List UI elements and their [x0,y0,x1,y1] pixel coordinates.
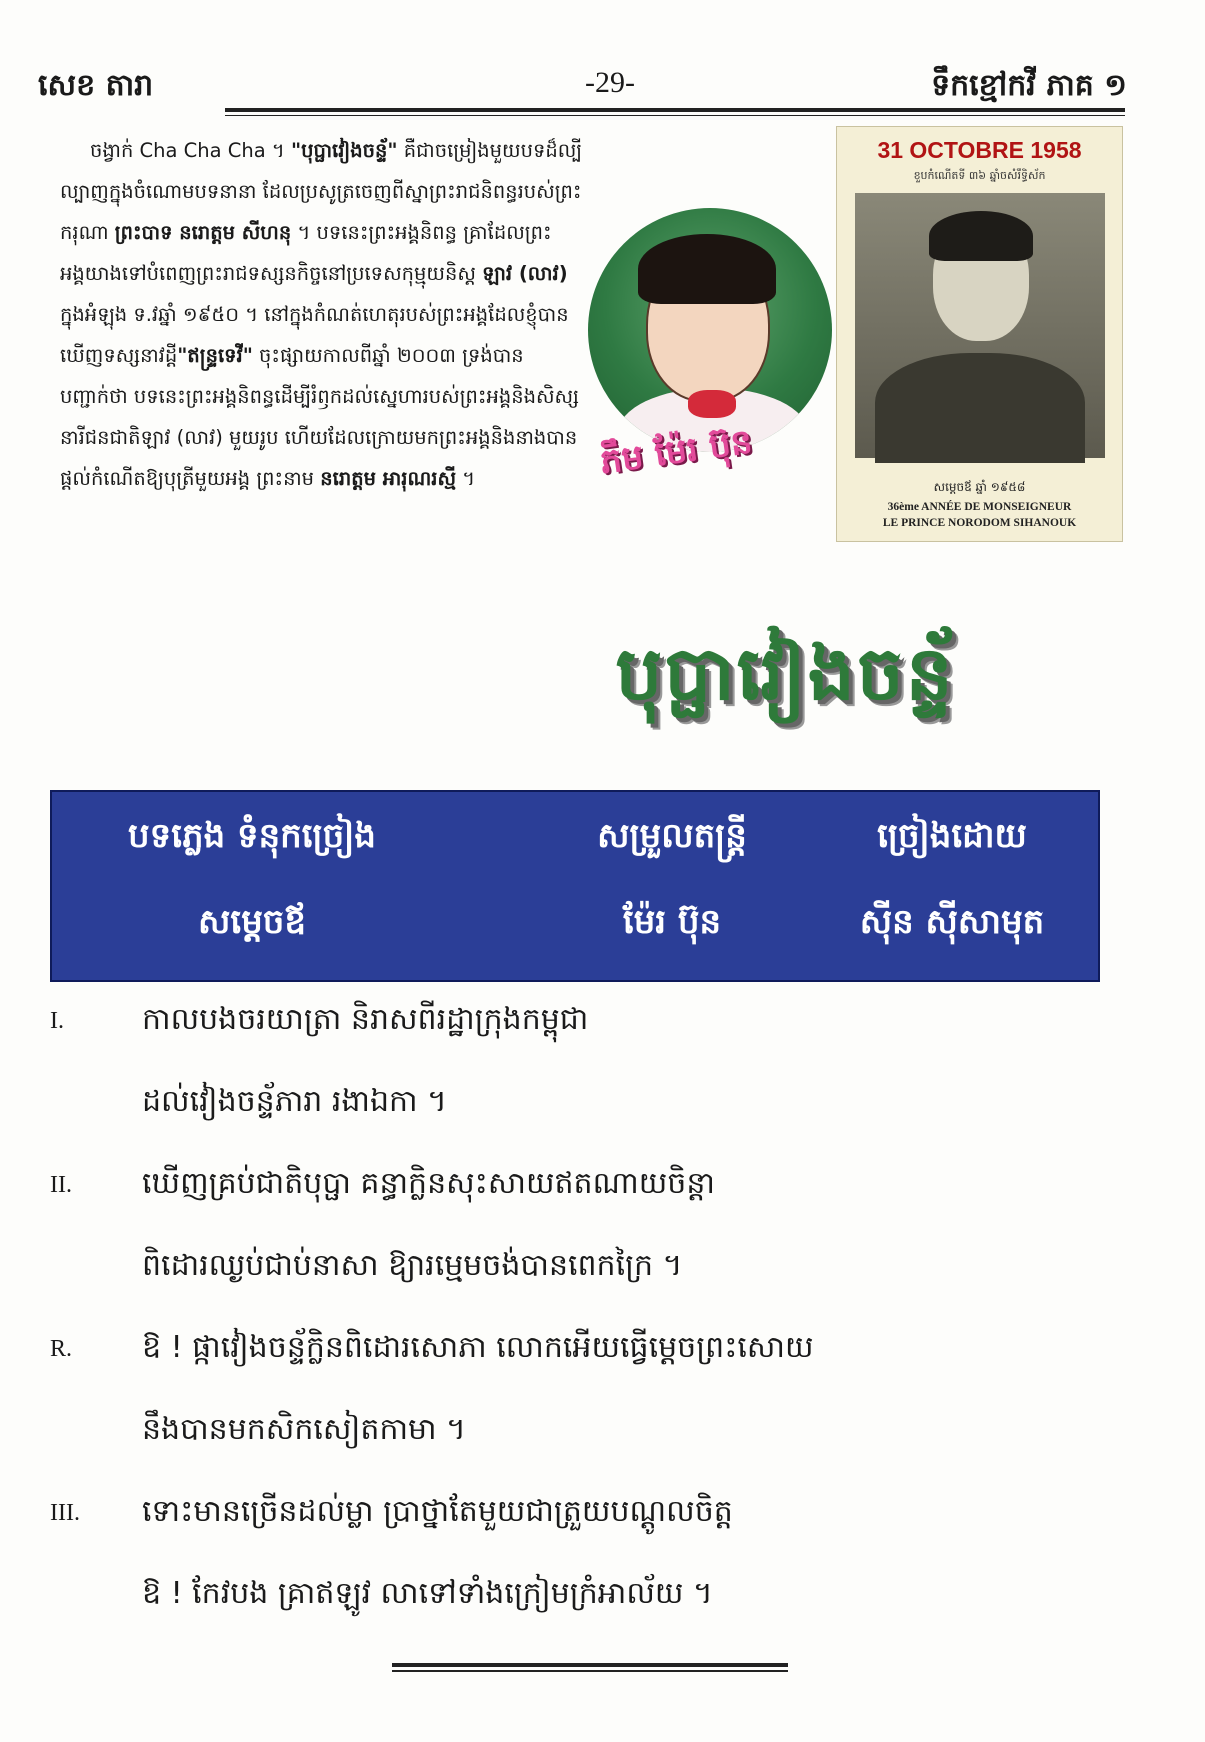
footer-rule-thin [392,1670,788,1672]
credit-singer-value: ស៊ីន ស៊ីសាមុត [859,902,1045,942]
intro-text: ចុះផ្សាយកាលពីឆ្នាំ ២០០៣ ទ្រង់បានបញ្ជាក់ថា បទនេះព្រះអង្គនិពន្ធដើម្បីរំឭកដល់ស្នេហារបស់ព្រះអង្គនិងសិស្សនារីជនជាតិឡាវ (លាវ) មួយរូប ហើយដែលក្រោយមកព្រះអង្គនិងនាងបានផ្តល់កំណើតឱ្យបុត្រីមួយអង្គ ព្រះនាម [60,344,579,490]
commemorative-stamp [836,126,1123,542]
credit-composer-value: សម្តេចឪ [198,902,306,942]
intro-paragraph [60,130,590,499]
lyric-line: កាលបងចរយាត្រា និរាសពីរដ្ឋាក្រុងកម្ពុជា [142,1002,589,1037]
header-rule [225,108,1125,112]
lyric-line: ឃើញគ្រប់ជាតិបុប្ផា គន្ធាក្លិនសុះសាយឥតណាយចិន្តា [142,1166,715,1201]
verse-label: II. [50,1172,72,1198]
stamp-caption-line2: LE PRINCE NORODOM SIHANOUK [882,517,1077,529]
stamp-caption-english [837,499,1122,531]
verse-label: III. [50,1500,80,1526]
credits-band [50,790,1100,982]
verse-label: I. [50,1008,64,1034]
credit-arranger-value: ម៉ែរ ប៊ុន [622,902,722,942]
intro-text: ក្នុងអំឡុង ទ.វឆ្នាំ ១៩៥០ ។ នៅក្នុងកំណត់ហេតុរបស់ព្រះអង្គដែលខ្ញុំបានឃើញទស្សនាវដ្តី [60,303,569,367]
intro-country: ឡាវ (លាវ) [482,262,568,285]
portrait-bowtie [688,390,736,418]
header-left-title: សេខ តារា [38,68,154,103]
stamp-caption-khmer: សម្តេចឪ ឆ្នាំ ១៩៥៨ [933,480,1026,494]
lyric-line: ឱ ! ផ្កាវៀងចន្ទ័ក្លិនពិដោរសោភា លោកអើយធ្វើម្តេចព្រះសោយ [142,1330,814,1365]
page-number: -29- [585,66,635,99]
footer-rule [392,1663,788,1667]
stamp-caption-line1: 36ème ANNÉE DE MONSEIGNEUR [887,501,1072,513]
lyric-line: ឱ ! កែវបង គ្រាឥឡូវ លាទៅទាំងក្រៀមក្រំអាល័យ ។ [142,1576,713,1611]
stamp-photo-body [875,353,1085,463]
song-title: បុប្ផាវៀងចន្ទ័ [615,631,955,717]
intro-text: ។ [456,467,476,490]
refrain-label: R. [50,1336,73,1362]
lyric-line: ដល់វៀងចន្ទ័ភារា រងាឯកា ។ [142,1084,447,1119]
intro-magazine: "ឥន្ទ្រទេវី" [177,344,253,367]
credit-singer-label: ច្រៀងដោយ [877,816,1027,856]
intro-text: ។ បទនេះព្រះអង្គនិពន្ធ គ្រាដែលព្រះអង្គយាងទៅបំពេញព្រះរាជទស្សនកិច្ចនៅប្រទេសកុម្មុយនិស្ត [60,221,552,285]
stamp-date: 31 OCTOBRE 1958 [877,137,1082,163]
artist-portrait [588,208,832,452]
stamp-photo [855,193,1105,458]
credit-composer-label: បទភ្លេង ទំនុកច្រៀង [128,816,376,856]
lyric-line: ពិដោរឈ្ងប់ជាប់នាសា ឱ្យារម្មេមចង់បានពេកក្រៃ ។ [142,1248,683,1283]
credit-arranger-label: សម្រួលតន្ត្រី [597,816,747,856]
intro-song-title: "បុប្ផាវៀងចន្ទ័" [290,139,398,162]
intro-text: ចង្វាក់ Cha Cha Cha ។ [90,139,291,162]
header-right-title: ទឹកខ្មៅកវី ភាគ ១ [931,68,1127,103]
intro-text: គឺជាចម្រៀងមួយបទដ៏ល្បីល្បាញក្នុងចំណោមបទនានា ដែលប្រសូត្រចេញពីស្នាព្រះរាជនិពន្ធរបស់ព្រះករុណា [60,139,583,244]
intro-daughter: នរោត្តម អារុណរស្មី [320,467,457,490]
intro-king-name: ព្រះបាទ នរោត្តម សីហនុ [114,221,292,244]
header-rule-thin [225,115,1125,116]
lyric-line: នឹងបានមកសិកសៀតកាមា ។ [142,1412,466,1447]
portrait-hair [638,234,776,304]
lyric-line: ទោះមានច្រើនដល់ម្លា ប្រាថ្នាតែមួយជាត្រួយបណ្តូលចិត្ត [142,1494,733,1529]
stamp-khmer-date: ខួបកំណើតទី ៣៦ ឆ្នាំចសំរឹទ្ធិស័ក [913,169,1046,182]
portrait-signature: ភឹម ម៉ែរ ប៊ុន [597,421,755,483]
stamp-photo-hair [929,211,1033,261]
